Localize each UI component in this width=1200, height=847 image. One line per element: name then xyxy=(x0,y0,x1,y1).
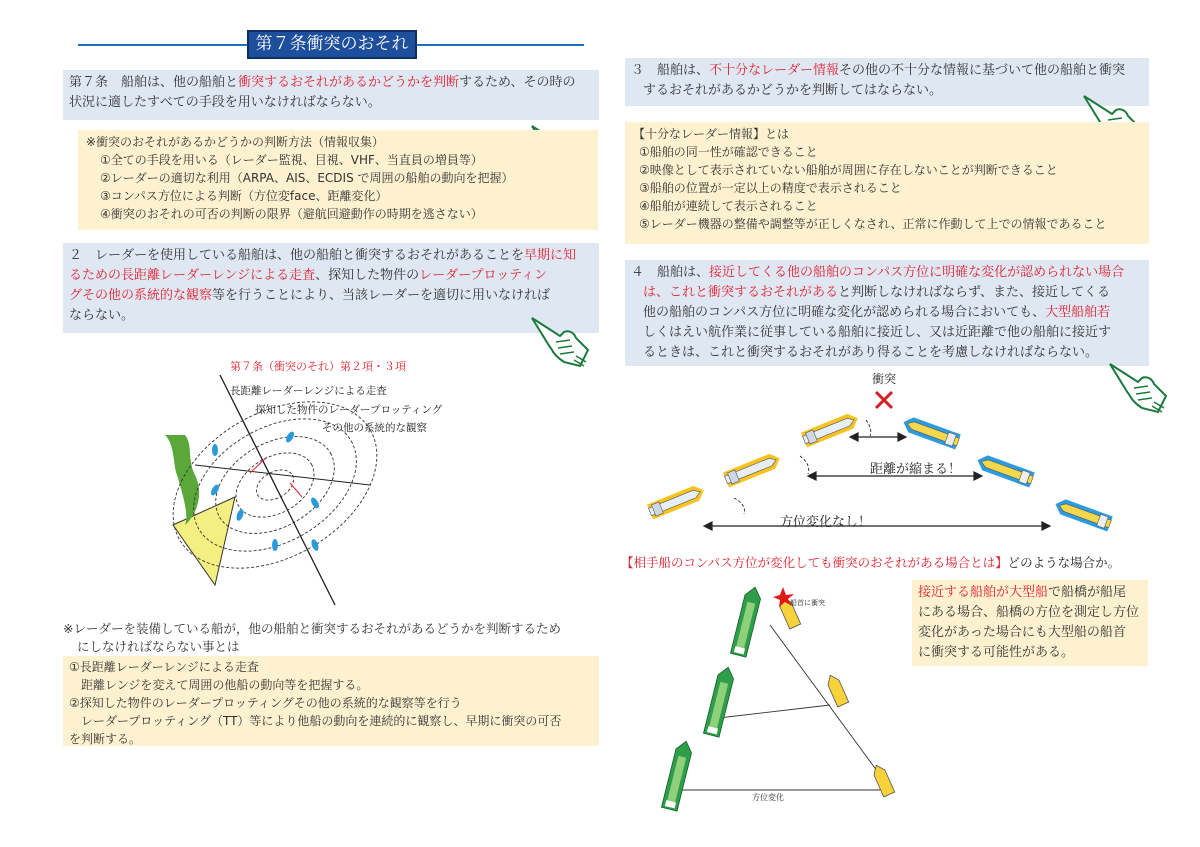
para2-line: グその他の系統的な観察等を行うことにより、当該レーダーを適切に用いなければ xyxy=(69,288,551,303)
judge-method-box xyxy=(78,130,598,230)
paragraph4-box xyxy=(625,260,1149,366)
judge-item: ④衝突のおそれの可否の判断の限界（避航回避動作の時期を逃さない） xyxy=(100,207,483,221)
compass-question: 【相手船のコンパス方位が変化しても衝突のおそれがある場合とは】どのような場合か。 xyxy=(621,555,1121,570)
para4-line: るときは、これと衝突するおそれがあり得ることを考慮しなければならない。 xyxy=(643,345,1099,360)
radar-note-heading: ※レーダーを装備している船が，他の船舶と衝突するおそれがあるどうかを判断するため にしなければならない事とは xyxy=(63,621,561,654)
radar-label-long-range: 長距離レーダーレンジによる走査 xyxy=(230,385,387,397)
radar-note-item: ①長距離レーダーレンジによる走査 xyxy=(69,660,259,674)
article7-line1: 第７条 船舶は、他の船舶と衝突するおそれがあるかどうかを判断するため、その時の xyxy=(69,75,576,90)
radar-info-box xyxy=(625,122,1149,244)
para3-line: するおそれがあるかどうかを判断してはならない。 xyxy=(643,83,943,98)
para4-line: は、これと衝突するおそれがあると判断しなければならず、また、接近してくる xyxy=(643,285,1110,300)
large-ship-line: に衝突する可能性がある。 xyxy=(918,645,1075,660)
judge-item: ①全ての手段を用いる（レーダー監視、目視、VHF、当直員の増員等） xyxy=(100,153,483,167)
article7-box xyxy=(63,70,599,120)
page-title: 第７条衝突のおそれ xyxy=(247,30,417,59)
radar-note-item: を判断する。 xyxy=(69,732,142,746)
para4-line: しくはえい航作業に従事している船舶に接近し、又は近距離で他の船舶に接近す xyxy=(643,325,1112,340)
radar-note-item: ②探知した物件のレーダープロッティングその他の系統的な観察等を行う xyxy=(69,696,462,710)
para2-line: ２ レーダーを使用している船舶は、他の船舶と衝突するおそれがあることを早期に知 xyxy=(69,248,577,263)
radar-label-observation: その他の系統的な観察 xyxy=(322,422,427,434)
judge-item: ②レーダーの適切な利用（ARPA、AIS、ECDIS で周囲の船舶の動向を把握） xyxy=(100,171,514,185)
collision-label: 衝突 xyxy=(872,372,897,386)
paragraph2-box xyxy=(63,243,599,333)
para2-line: ならない。 xyxy=(69,308,135,323)
radar-info-item: ⑤レーダー機器の整備や調整等が正しくなされ、正常に作動して上での情報であること xyxy=(639,217,1107,231)
radar-note-item: 距離レンジを変えて周囲の他船の動向等を把握する。 xyxy=(69,678,369,692)
ship-icon xyxy=(647,411,861,520)
large-ship-line: 変化があった場合にも大型船の船首 xyxy=(918,625,1126,640)
radar-note-item: レーダープロッティング（TT）等により他船の動向を連続的に観察し、早期に衝突の可否 xyxy=(69,714,562,728)
radar-label-plotting: 探知した物件のレーダープロッティング xyxy=(255,404,443,416)
para4-line: 他の船舶のコンパス方位に明確な変化が認められる場合においても、大型船舶若 xyxy=(643,305,1111,320)
large-ship-line: にある場合、船橋の方位を測定し方位 xyxy=(918,605,1140,620)
radar-info-item: ②映像として表示されていない船舶が周囲に存在しないことが判断できること xyxy=(639,163,1058,177)
large-ship-box xyxy=(912,580,1148,666)
large-ship-line: 接近する船舶が大型船で船橋が船尾 xyxy=(918,585,1127,600)
large-ship-diagram xyxy=(640,585,910,815)
bearing-label: 方位変化なし！ xyxy=(780,515,872,530)
bearing-change-label: 方位変化 xyxy=(752,793,784,802)
paragraph3-box xyxy=(625,58,1149,106)
radar-info-item: ①船舶の同一性が確認できること xyxy=(639,145,818,159)
hit-label: 船首に衝突 xyxy=(790,599,825,607)
judge-heading: ※衝突のおそれがあるかどうかの判断方法（情報収集） xyxy=(86,135,385,149)
radar-note-box xyxy=(63,656,599,746)
radar-info-item: ④船舶が連続して表示されること xyxy=(639,199,818,213)
distance-label: 距離が縮まる！ xyxy=(870,462,962,477)
pointing-hand-icon xyxy=(530,310,592,370)
para4-line: ４ 船舶は、接近してくる他の船舶のコンパス方位に明確な変化が認められない場合 xyxy=(631,265,1125,280)
para2-line: るための長距離レーダーレンジによる走査、探知した物件のレーダープロッティン xyxy=(69,268,548,283)
article7-line2: 状況に適したすべての手段を用いなければならない。 xyxy=(69,95,381,110)
radar-info-heading: 【十分なレーダー情報】とは xyxy=(633,127,790,141)
judge-item: ③コンパス方位による判断（方位変face、距離変化） xyxy=(100,189,388,203)
para3-line: ３ 船舶は、不十分なレーダー情報その他の不十分な情報に基づいて他の船舶と衝突 xyxy=(631,63,1126,78)
radar-info-item: ③船舶の位置が一定以上の精度で表示されること xyxy=(639,181,902,195)
radar-diagram-title: 第７条（衝突のそれ）第２項・３項 xyxy=(230,360,406,373)
